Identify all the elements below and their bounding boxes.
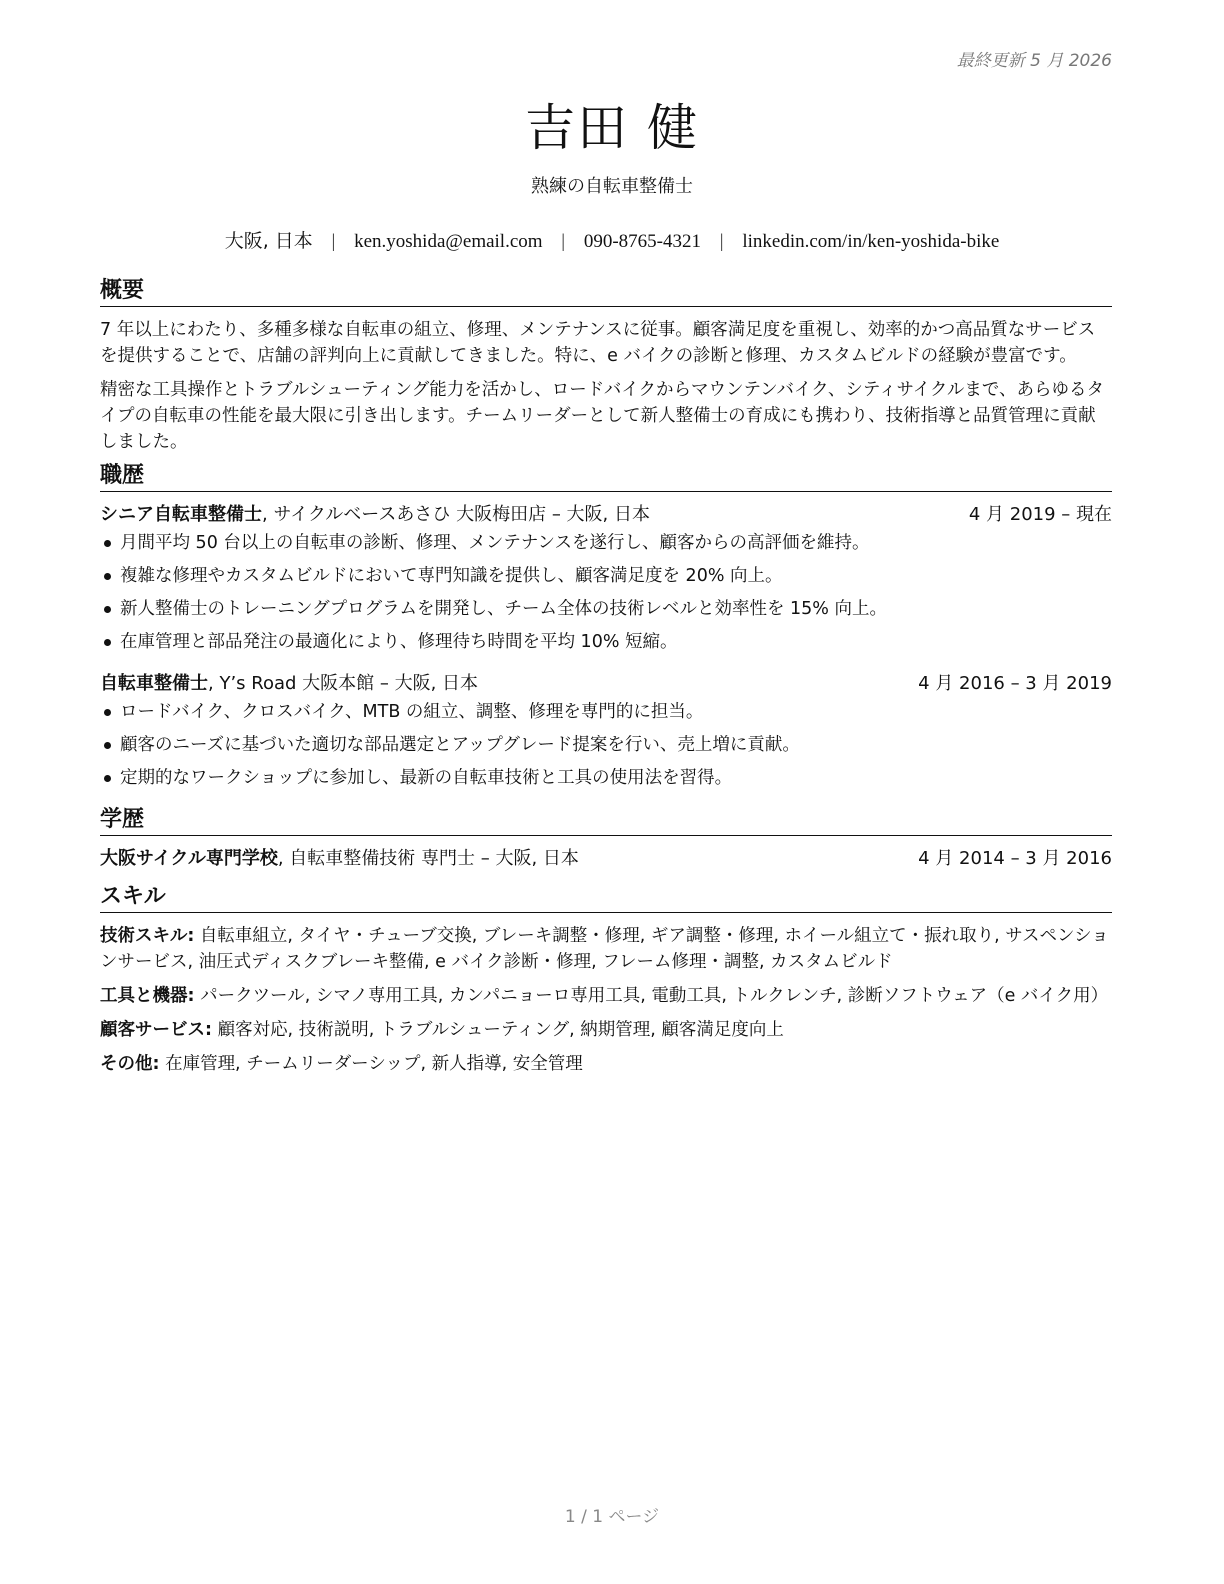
skill-value: 自転車組立, タイヤ・チューブ交換, ブレーキ調整・修理, ギア調整・修理, ホイール組立て・振れ取り, サスペンションサービス, 油圧式ディスクブレーキ整備, e バイク診断・修理, フレーム修理・調整, カスタムビルド bbox=[100, 926, 1109, 972]
bullet-icon bbox=[104, 775, 111, 782]
list-item bbox=[100, 699, 1112, 725]
contact-separator: | bbox=[719, 231, 724, 252]
skill-label: その他: bbox=[100, 1054, 160, 1074]
summary-section bbox=[100, 278, 1112, 455]
job-bullets bbox=[100, 699, 1112, 791]
section-heading-experience: 職歴 bbox=[100, 463, 1112, 492]
job-org: , サイクルベースあさひ 大阪梅田店 – 大阪, 日本 bbox=[262, 504, 650, 525]
school-name: 大阪サイクル専門学校 bbox=[100, 848, 278, 869]
skill-label: 工具と機器: bbox=[100, 986, 195, 1006]
skill-label: 技術スキル: bbox=[100, 926, 195, 946]
list-item bbox=[100, 530, 1112, 556]
bullet-icon bbox=[104, 709, 111, 716]
section-heading-education: 学歴 bbox=[100, 807, 1112, 836]
bullet-text: 定期的なワークショップに参加し、最新の自転車技術と工具の使用法を習得。 bbox=[120, 768, 733, 788]
job-bullets bbox=[100, 530, 1112, 655]
skills-section bbox=[100, 884, 1112, 1077]
bullet-icon bbox=[104, 540, 111, 547]
bullet-text: 月間平均 50 台以上の自転車の診断、修理、メンテナンスを遂行し、顧客からの高評価を維持。 bbox=[120, 533, 870, 553]
list-item bbox=[100, 563, 1112, 589]
job-title: 自転車整備士 bbox=[100, 673, 208, 694]
job-dates: 4 月 2016 – 3 月 2019 bbox=[918, 673, 1112, 694]
contact-email[interactable]: ken.yoshida@email.com bbox=[354, 231, 543, 252]
candidate-name: 吉田 健 bbox=[525, 99, 699, 157]
bullet-text: ロードバイク、クロスバイク、MTB の組立、調整、修理を専門的に担当。 bbox=[120, 702, 704, 722]
education-detail: , 自転車整備技術 専門士 – 大阪, 日本 bbox=[277, 848, 579, 869]
skill-row bbox=[100, 923, 1112, 975]
section-heading-skills: スキル bbox=[100, 884, 1112, 913]
bullet-text: 新人整備士のトレーニングプログラムを開発し、チーム全体の技術レベルと効率性を 15% 向上。 bbox=[120, 599, 887, 619]
job-dates: 4 月 2019 – 現在 bbox=[968, 504, 1112, 525]
summary-paragraph: 7 年以上にわたり、多種多様な自転車の組立、修理、メンテナンスに従事。顧客満足度を重視し、効率的かつ高品質なサービスを提供することで、店舗の評判向上に貢献してきました。特に、e バイクの診断と修理、カスタムビルドの経験が豊富です。 bbox=[100, 320, 1096, 366]
list-item bbox=[100, 629, 1112, 655]
job-org: , Y’s Road 大阪本館 – 大阪, 日本 bbox=[208, 673, 479, 694]
bullet-icon bbox=[104, 742, 111, 749]
page-number: 1 / 1 ページ bbox=[564, 1507, 660, 1527]
contact-phone[interactable]: 090-8765-4321 bbox=[583, 231, 702, 252]
contact-linkedin[interactable]: linkedin.com/in/ken-yoshida-bike bbox=[742, 231, 1000, 252]
job-header bbox=[100, 671, 1112, 697]
job-title-line bbox=[100, 502, 650, 528]
section-heading-summary: 概要 bbox=[100, 278, 1112, 307]
job-header bbox=[100, 502, 1112, 528]
list-item bbox=[100, 765, 1112, 791]
skill-label: 顧客サービス: bbox=[100, 1020, 212, 1040]
resume-body bbox=[100, 278, 1112, 1085]
skill-value: 顧客対応, 技術説明, トラブルシューティング, 納期管理, 顧客満足度向上 bbox=[212, 1020, 784, 1040]
contact-separator: | bbox=[561, 231, 566, 252]
contact-location: 大阪, 日本 bbox=[224, 230, 313, 252]
contact-separator: | bbox=[331, 231, 336, 252]
bullet-text: 複雑な修理やカスタムビルドにおいて専門知識を提供し、顧客満足度を 20% 向上。 bbox=[120, 566, 783, 586]
bullet-icon bbox=[104, 573, 111, 580]
education-entry bbox=[100, 846, 1112, 872]
skill-row bbox=[100, 1017, 1112, 1043]
skill-value: パークツール, シマノ専用工具, カンパニョーロ専用工具, 電動工具, トルクレンチ, 診断ソフトウェア（e バイク用） bbox=[194, 986, 1109, 1006]
bullet-icon bbox=[104, 639, 111, 646]
skill-row bbox=[100, 1051, 1112, 1077]
bullet-text: 顧客のニーズに基づいた適切な部品選定とアップグレード提案を行い、売上増に貢献。 bbox=[120, 735, 800, 755]
contact-line bbox=[0, 226, 1224, 253]
skill-row bbox=[100, 983, 1112, 1009]
summary-paragraph: 精密な工具操作とトラブルシューティング能力を活かし、ロードバイクからマウンテンバイク、シティサイクルまで、あらゆるタイプの自転車の性能を最大限に引き出します。チームリーダーとして新人整備士の育成にも携わり、技術指導と品質管理に貢献しました。 bbox=[100, 380, 1105, 452]
job-title-line bbox=[100, 671, 478, 697]
bullet-icon bbox=[104, 606, 111, 613]
list-item bbox=[100, 596, 1112, 622]
experience-section bbox=[100, 463, 1112, 791]
education-title-line bbox=[100, 846, 579, 872]
skill-value: 在庫管理, チームリーダーシップ, 新人指導, 安全管理 bbox=[159, 1054, 583, 1074]
education-section bbox=[100, 807, 1112, 872]
list-item bbox=[100, 732, 1112, 758]
candidate-subtitle: 熟練の自転車整備士 bbox=[531, 176, 693, 197]
job-title: シニア自転車整備士 bbox=[100, 504, 262, 525]
bullet-text: 在庫管理と部品発注の最適化により、修理待ち時間を平均 10% 短縮。 bbox=[120, 632, 678, 652]
education-dates: 4 月 2014 – 3 月 2016 bbox=[918, 848, 1112, 869]
last-updated: 最終更新 5 月 2026 bbox=[956, 51, 1112, 71]
